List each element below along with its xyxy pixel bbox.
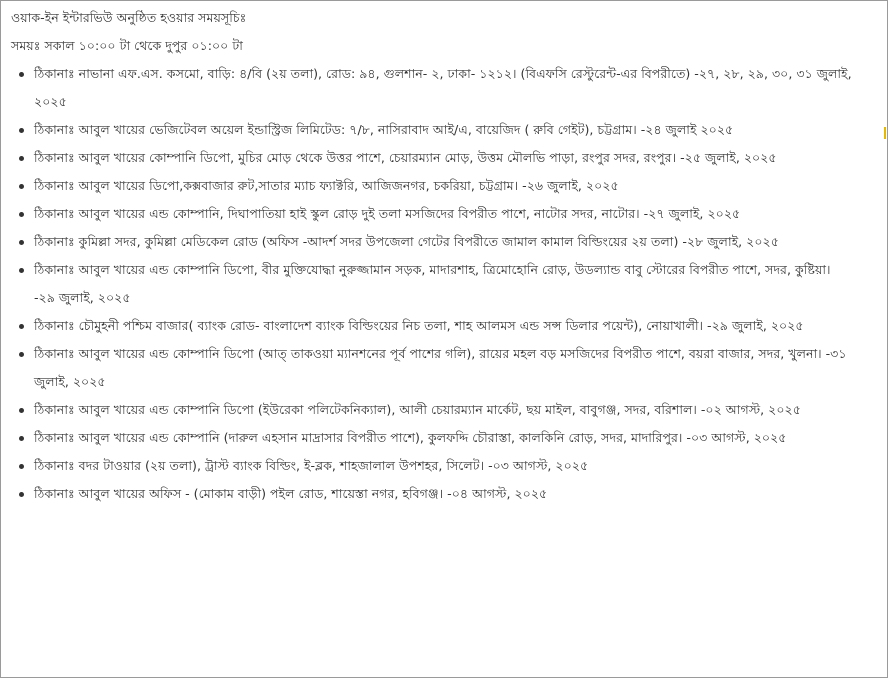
location-list [1,60,887,508]
list-item: ঠিকানাঃ নাভানা এফ.এস. কসমো, বাড়ি: ৪/বি (২য় তলা), রোড: ৯৪, গুলশান- ২, ঢাকা- ১২১২। (বিএফসি রেস্টুরেন্ট-এর বিপরীতে) -২৭, ২৮, ২৯, ৩০, ৩১ জুলাই, ২০২৫ [34,60,887,116]
list-item: ঠিকানাঃ আবুল খায়ের ডিপো,কক্সবাজার রুট,সাতার ম্যাচ ফ্যাক্টরি, আজিজনগর, চকরিয়া, চট্টগ্রাম। -২৬ জুলাই, ২০২৫ [34,172,887,200]
list-item: ঠিকানাঃ আবুল খায়ের এন্ড কোম্পানি ডিপো (আত্ তাকওয়া ম্যানশনের পূর্ব পাশের গলি), রায়ের মহল বড় মসজিদের বিপরীত পাশে, বয়রা বাজার, সদর, খুলনা। -৩১ জুলাই, ২০২৫ [34,340,887,396]
list-item: ঠিকানাঃ আবুল খায়ের কোম্পানি ডিপো, মুচির মোড় থেকে উত্তর পাশে, চেয়ারম্যান মোড়, উত্তম মৌলভি পাড়া, রংপুর সদর, রংপুর। -২৫ জুলাই, ২০২৫ [34,144,887,172]
list-item: ঠিকানাঃ আবুল খায়ের এন্ড কোম্পানি ডিপো, বীর মুক্তিযোদ্ধা নুরুজ্জামান সড়ক, মাদারশাহ, ত্রিমোহোনি রোড়, উডল্যান্ড বাবু স্টোরের বিপরীত পাশে, সদর, কুষ্টিয়া। -২৯ জুলাই, ২০২৫ [34,256,887,312]
list-item: ঠিকানাঃ আবুল খায়ের অফিস - (মোকাম বাড়ী) পইল রোড, শায়েস্তা নগর, হবিগঞ্জ। -০৪ আগস্ট, ২০২৫ [34,480,887,508]
intro [11,4,887,60]
list-item: ঠিকানাঃ আবুল খায়ের এন্ড কোম্পানি ডিপো (ইউরেকা পলিটেকনিক্যাল), আলী চেয়ারম্যান মার্কেট, ছয় মাইল, বাবুগঞ্জ, সদর, বরিশাল। -০২ আগস্ট, ২০২৫ [34,396,887,424]
list-item: ঠিকানাঃ আবুল খায়ের এন্ড কোম্পানি (দারুল এহসান মাদ্রাসার বিপরীত পাশে), কুলফদ্দি চৌরাস্তা, কালকিনি রোড়, সদর, মাদারিপুর। -০৩ আগস্ট, ২০২৫ [34,424,887,452]
edge-marker [884,127,886,139]
list-item: ঠিকানাঃ আবুল খায়ের ভেজিটেবল অয়েল ইন্ডাস্ট্রিজ লিমিটেড: ৭/৮, নাসিরাবাদ আই/এ, বায়েজিদ ( রুবি গেইট), চট্টগ্রাম। -২৪ জুলাই ২০২৫ [34,116,887,144]
list-item: ঠিকানাঃ চৌমুহনী পশ্চিম বাজার( ব্যাংক রোড- বাংলাদেশ ব্যাংক বিল্ডিংয়ের নিচ তলা, শাহ আলমস এন্ড সন্স ডিলার পয়েন্ট), নোয়াখালী। -২৯ জুলাই, ২০২৫ [34,312,887,340]
schedule-heading: ওয়াক-ইন ইন্টারভিউ অনুষ্ঠিত হওয়ার সময়সূচিঃ [11,10,247,25]
list-item: ঠিকানাঃ কুমিল্লা সদর, কুমিল্লা মেডিকেল রোড (অফিস -আদর্শ সদর উপজেলা গেটের বিপরীতে জামাল কামাল বিল্ডিংয়ের ২য় তলা) -২৮ জুলাই, ২০২৫ [34,228,887,256]
list-item: ঠিকানাঃ আবুল খায়ের এন্ড কোম্পানি, দিঘাপাতিয়া হাই স্কুল রোড় দুই তলা মসজিদের বিপরীত পাশে, নাটোর সদর, নাটোর। -২৭ জুলাই, ২০২৫ [34,200,887,228]
time-line: সময়ঃ সকাল ১০:০০ টা থেকে দুপুর ০১:০০ টা [11,38,243,53]
list-item: ঠিকানাঃ বদর টাওয়ার (২য় তলা), ট্রাস্ট ব্যাংক বিল্ডিং, ই-ব্লক, শাহজালাল উপশহর, সিলেট। -০৩ আগস্ট, ২০২৫ [34,452,887,480]
